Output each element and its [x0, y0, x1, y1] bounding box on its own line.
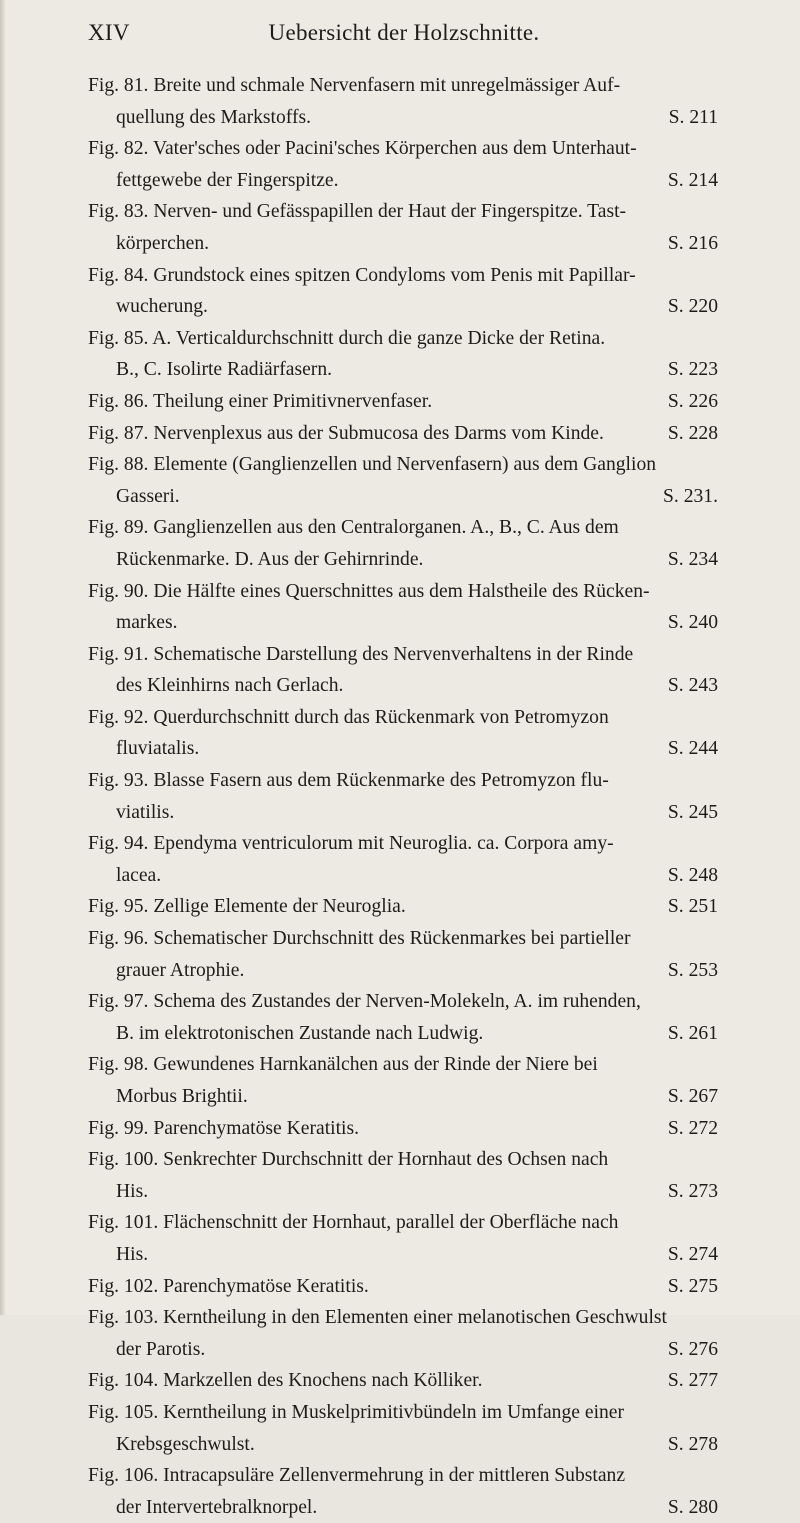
figure-entry	[88, 986, 718, 1049]
figure-entry	[88, 639, 718, 702]
figure-entry-first-line: Fig. 105. Kerntheilung in Muskelprimitivbündeln im Umfange einer	[88, 1401, 625, 1423]
figure-page-reference: S. 243	[667, 675, 718, 697]
figure-entry-first-line: Fig. 90. Die Hälfte eines Querschnittes aus dem Halstheile des Rücken-	[88, 580, 650, 602]
figure-entry-continuation-line	[88, 670, 718, 702]
figure-caption-text: körperchen.	[116, 232, 210, 254]
figure-caption-text: B., C. Isolirte Radiärfasern.	[116, 359, 333, 381]
figure-entry-first-line	[88, 1271, 718, 1303]
figure-entry-first-line: Fig. 83. Nerven- und Gefässpapillen der Haut der Fingerspitze. Tast-	[88, 201, 627, 223]
figure-page-reference: S. 251	[667, 896, 718, 918]
figure-entry-continuation-line	[88, 1081, 718, 1113]
figure-entry-continuation-line	[88, 797, 718, 829]
figure-caption-text: grauer Atrophie.	[116, 959, 245, 981]
figure-page-reference: S. 277	[667, 1370, 718, 1392]
figure-entry	[88, 260, 718, 323]
figure-entry-first-line: Fig. 96. Schematischer Durchschnitt des Rückenmarkes bei partieller	[88, 928, 631, 950]
figure-entry-continuation-line	[88, 733, 718, 765]
figure-caption-text: Rückenmarke. D. Aus der Gehirnrinde.	[116, 548, 424, 570]
figure-page-reference: S. 231.	[663, 485, 718, 507]
figure-page-reference: S. 240	[667, 612, 718, 634]
figure-caption-text: Fig. 86. Theilung einer Primitivnervenfaser.	[88, 390, 433, 412]
figure-entry-continuation-line	[88, 291, 718, 323]
figure-entry	[88, 386, 718, 418]
figure-entry-first-line	[88, 891, 718, 923]
figure-entry	[88, 1144, 718, 1207]
figure-entry-continuation-line	[88, 1334, 718, 1366]
figure-entry-first-line: Fig. 103. Kerntheilung in den Elementen einer melanotischen Geschwulst	[88, 1307, 667, 1329]
figure-page-reference: S. 276	[667, 1338, 718, 1360]
figure-entry	[88, 70, 718, 133]
figure-entry-first-line: Fig. 97. Schema des Zustandes der Nerven-Molekeln, A. im ruhenden,	[88, 991, 641, 1013]
figure-caption-text: Krebsgeschwulst.	[116, 1433, 255, 1455]
figure-entry	[88, 1365, 718, 1397]
figure-entry	[88, 1397, 718, 1460]
figure-entry-first-line: Fig. 100. Senkrechter Durchschnitt der Hornhaut des Ochsen nach	[88, 1149, 609, 1171]
figure-caption-text: fettgewebe der Fingerspitze.	[116, 169, 339, 191]
figure-entry-continuation-line	[88, 228, 718, 260]
figure-entry	[88, 1271, 718, 1303]
figure-page-reference: S. 278	[667, 1433, 718, 1455]
figure-entry-first-line: Fig. 85. A. Verticaldurchschnitt durch die ganze Dicke der Retina.	[88, 327, 606, 349]
figure-entry-first-line: Fig. 88. Elemente (Ganglienzellen und Nervenfasern) aus dem Ganglion	[88, 454, 657, 476]
figure-caption-text: Gasseri.	[116, 485, 180, 507]
figure-entry-first-line: Fig. 92. Querdurchschnitt durch das Rückenmark von Petromyzon	[88, 706, 609, 728]
figure-entry-first-line: Fig. 81. Breite und schmale Nervenfasern mit unregelmässiger Auf-	[88, 75, 621, 96]
figure-page-reference: S. 245	[667, 801, 718, 823]
figure-caption-text: Fig. 95. Zellige Elemente der Neuroglia.	[88, 896, 406, 918]
figure-page-reference: S. 267	[667, 1086, 718, 1107]
figure-page-reference: S. 214	[667, 169, 718, 191]
figure-entry	[88, 576, 718, 639]
figure-page-reference: S. 211	[668, 106, 718, 128]
figure-caption-text: Fig. 102. Parenchymatöse Keratitis.	[88, 1275, 369, 1297]
figure-entry-continuation-line	[88, 1018, 718, 1050]
figure-page-reference: S. 226	[667, 390, 718, 412]
figure-list	[88, 70, 718, 1523]
figure-entry-continuation-line	[88, 860, 718, 892]
figure-entry-continuation-line	[88, 544, 718, 576]
figure-caption-text: B. im elektrotonischen Zustande nach Ludwig.	[116, 1022, 484, 1044]
figure-entry	[88, 1113, 718, 1145]
figure-entry-first-line: Fig. 82. Vater'sches oder Pacini'sches Körperchen aus dem Unterhaut-	[88, 138, 637, 160]
figure-page-reference: S. 234	[667, 548, 718, 570]
figure-entry-continuation-line	[88, 165, 718, 197]
figure-page-reference: S. 220	[667, 296, 718, 318]
figure-page-reference: S. 272	[667, 1117, 718, 1139]
figure-entry	[88, 449, 718, 512]
figure-entry-first-line: Fig. 94. Ependyma ventriculorum mit Neuroglia. ca. Corpora amy-	[88, 833, 614, 855]
figure-entry	[88, 1302, 718, 1365]
scan-edge-shadow	[0, 0, 6, 1315]
figure-page-reference: S. 273	[667, 1180, 718, 1202]
figure-entry	[88, 512, 718, 575]
figure-caption-text: His.	[116, 1243, 149, 1265]
figure-caption-text: His.	[116, 1180, 149, 1202]
figure-entry	[88, 323, 718, 386]
figure-caption-text: Fig. 87. Nervenplexus aus der Submucosa des Darms vom Kinde.	[88, 422, 604, 444]
figure-entry-first-line: Fig. 101. Flächenschnitt der Hornhaut, parallel der Oberfläche nach	[88, 1212, 619, 1234]
figure-caption-text: wucherung.	[116, 296, 208, 318]
figure-page-reference: S. 274	[667, 1243, 718, 1265]
figure-entry-first-line: Fig. 93. Blasse Fasern aus dem Rückenmarke des Petromyzon flu-	[88, 770, 609, 792]
figure-entry	[88, 1049, 718, 1112]
figure-caption-text: des Kleinhirns nach Gerlach.	[116, 675, 344, 697]
figure-caption-text: quellung des Markstoffs.	[116, 106, 312, 128]
figure-entry-continuation-line	[88, 1492, 718, 1523]
page-number: XIV	[88, 20, 130, 45]
figure-caption-text: fluviatalis.	[116, 738, 200, 760]
figure-caption-text: Morbus Brightii.	[116, 1086, 248, 1107]
figure-entry-continuation-line	[88, 1176, 718, 1208]
figure-entry	[88, 133, 718, 196]
figure-caption-text: viatilis.	[116, 801, 175, 823]
figure-entry-continuation-line	[88, 354, 718, 386]
figure-entry-first-line	[88, 386, 718, 418]
figure-page-reference: S. 248	[667, 864, 718, 886]
figure-caption-text: markes.	[116, 612, 178, 634]
figure-page-reference: S. 253	[667, 959, 718, 981]
figure-entry-first-line: Fig. 84. Grundstock eines spitzen Condyloms vom Penis mit Papillar-	[88, 264, 636, 286]
figure-entry-first-line	[88, 1365, 718, 1397]
running-title: Uebersicht der Holzschnitte.	[268, 20, 540, 45]
figure-entry-first-line: Fig. 106. Intracapsuläre Zellenvermehrung in der mittleren Substanz	[88, 1465, 626, 1487]
figure-entry	[88, 418, 718, 450]
figure-page-reference: S. 228	[667, 422, 718, 444]
figure-page-reference: S. 275	[667, 1275, 718, 1297]
figure-entry-first-line: Fig. 91. Schematische Darstellung des Nervenverhaltens in der Rinde	[88, 643, 634, 665]
figure-entry-continuation-line	[88, 955, 718, 987]
figure-entry-first-line: Fig. 89. Ganglienzellen aus den Centralorganen. A., B., C. Aus dem	[88, 517, 619, 539]
figure-entry	[88, 828, 718, 891]
figure-caption-text: Fig. 104. Markzellen des Knochens nach Kölliker.	[88, 1370, 483, 1392]
figure-entry-continuation-line	[88, 481, 718, 513]
figure-caption-text: der Intervertebralknorpel.	[116, 1496, 318, 1518]
figure-entry-first-line: Fig. 98. Gewundenes Harnkanälchen aus der Rinde der Niere bei	[88, 1054, 598, 1076]
figure-caption-text: Fig. 99. Parenchymatöse Keratitis.	[88, 1117, 359, 1139]
figure-entry	[88, 196, 718, 259]
figure-entry-continuation-line	[88, 1239, 718, 1271]
figure-page-reference: S. 216	[667, 232, 718, 254]
figure-caption-text: der Parotis.	[116, 1338, 206, 1360]
figure-entry-first-line	[88, 418, 718, 450]
figure-page-reference: S. 223	[667, 359, 718, 381]
figure-entry	[88, 1460, 718, 1523]
figure-entry-continuation-line	[88, 607, 718, 639]
figure-entry	[88, 1207, 718, 1270]
figure-entry-continuation-line	[88, 1429, 718, 1461]
figure-entry	[88, 702, 718, 765]
figure-page-reference: S. 280	[667, 1496, 718, 1518]
figure-entry	[88, 765, 718, 828]
figure-entry	[88, 923, 718, 986]
figure-entry	[88, 891, 718, 923]
page-header	[88, 20, 720, 50]
figure-entry-first-line	[88, 1113, 718, 1145]
figure-page-reference: S. 261	[667, 1022, 718, 1044]
figure-page-reference: S. 244	[667, 738, 718, 760]
figure-caption-text: lacea.	[116, 864, 162, 886]
figure-entry-continuation-line	[88, 102, 718, 134]
